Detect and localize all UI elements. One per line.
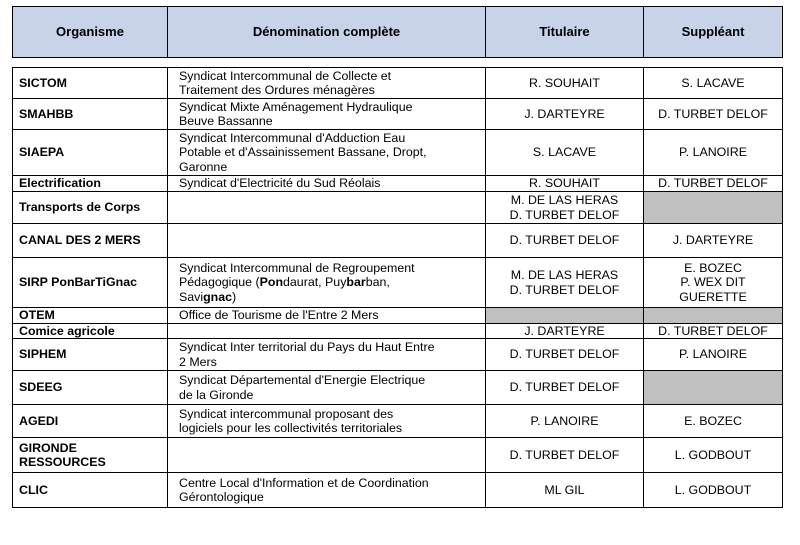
denom-line: Syndicat intercommunal proposant des bbox=[179, 406, 394, 421]
cell-titulaire: D. TURBET DELOF bbox=[486, 371, 644, 405]
denom-line: Gérontologique bbox=[179, 490, 264, 504]
cell-titulaire bbox=[486, 192, 644, 224]
denom-line: Syndicat Intercommunal de Collecte et bbox=[179, 68, 392, 83]
denom-line: logiciels pour les collectivités territoriales bbox=[179, 421, 403, 435]
denom-line: de la Gironde bbox=[179, 387, 254, 402]
cell-titulaire: J. DARTEYRE bbox=[486, 323, 644, 339]
cell-organisme: Electrification bbox=[13, 176, 168, 192]
table-row bbox=[13, 176, 783, 192]
delegates-table-wrapper bbox=[12, 6, 783, 508]
denom-line: Syndicat Mixte Aménagement Hydraulique bbox=[179, 99, 413, 114]
table-row bbox=[13, 130, 783, 176]
cell-organisme: OTEM bbox=[13, 308, 168, 324]
cell-organisme: SIAEPA bbox=[13, 130, 168, 176]
header-suppleant: Suppléant bbox=[644, 7, 783, 58]
cell-suppleant: J. DARTEYRE bbox=[644, 224, 783, 258]
cell-suppleant: D. TURBET DELOF bbox=[644, 323, 783, 339]
table-row bbox=[13, 339, 783, 371]
cell-denomination: Syndicat d'Electricité du Sud Réolais bbox=[168, 176, 486, 192]
cell-denomination bbox=[168, 258, 486, 308]
cell-organisme: SICTOM bbox=[13, 68, 168, 99]
table-row bbox=[13, 438, 783, 473]
cell-suppleant: L. GODBOUT bbox=[644, 473, 783, 508]
denom-line: Syndicat Départemental d'Energie Electrique bbox=[179, 373, 426, 387]
cell-organisme: SIPHEM bbox=[13, 339, 168, 371]
cell-suppleant: P. LANOIRE bbox=[644, 339, 783, 371]
cell-denomination bbox=[168, 323, 486, 339]
cell-suppleant-empty bbox=[644, 192, 783, 224]
denom-line: Beuve Bassanne bbox=[179, 114, 273, 128]
table-row bbox=[13, 258, 783, 308]
denom-line: Garonne bbox=[179, 159, 228, 174]
cell-titulaire: R. SOUHAIT bbox=[486, 176, 644, 192]
suppleant-line: GUERETTE bbox=[679, 289, 747, 304]
cell-denomination bbox=[168, 99, 486, 130]
denom-line: Syndicat Intercommunal d'Adduction Eau bbox=[179, 130, 406, 145]
cell-denomination bbox=[168, 68, 486, 99]
cell-organisme: SIRP PonBarTiGnac bbox=[13, 258, 168, 308]
delegates-table bbox=[12, 6, 783, 508]
table-row bbox=[13, 371, 783, 405]
denom-line: Syndicat Inter territorial du Pays du Haut Entre bbox=[179, 340, 435, 354]
org-line: GIRONDE bbox=[19, 440, 77, 455]
cell-titulaire-empty bbox=[486, 308, 644, 324]
cell-titulaire: ML GIL bbox=[486, 473, 644, 508]
cell-suppleant: D. TURBET DELOF bbox=[644, 176, 783, 192]
cell-titulaire: P. LANOIRE bbox=[486, 405, 644, 438]
table-row bbox=[13, 224, 783, 258]
suppleant-line: P. WEX DIT bbox=[680, 275, 746, 290]
table-row bbox=[13, 68, 783, 99]
cell-titulaire: R. SOUHAIT bbox=[486, 68, 644, 99]
cell-organisme bbox=[13, 438, 168, 473]
cell-organisme: SMAHBB bbox=[13, 99, 168, 130]
cell-denomination bbox=[168, 339, 486, 371]
cell-denomination bbox=[168, 473, 486, 508]
table-row bbox=[13, 323, 783, 339]
header-organisme: Organisme bbox=[13, 7, 168, 58]
table-row bbox=[13, 99, 783, 130]
cell-denomination bbox=[168, 192, 486, 224]
cell-organisme: SDEEG bbox=[13, 371, 168, 405]
cell-suppleant: L. GODBOUT bbox=[644, 438, 783, 473]
denom-line: Syndicat Intercommunal de Regroupement bbox=[179, 260, 415, 275]
cell-organisme: CLIC bbox=[13, 473, 168, 508]
cell-titulaire: D. TURBET DELOF bbox=[486, 438, 644, 473]
titulaire-line: D. TURBET DELOF bbox=[509, 207, 620, 222]
header-titulaire: Titulaire bbox=[486, 7, 644, 58]
denom-highlight: gnac bbox=[203, 289, 233, 304]
cell-suppleant-empty bbox=[644, 371, 783, 405]
cell-denomination bbox=[168, 405, 486, 438]
denom-text: ) bbox=[232, 289, 237, 304]
spacer-row bbox=[13, 58, 783, 68]
cell-titulaire: D. TURBET DELOF bbox=[486, 339, 644, 371]
cell-suppleant: P. LANOIRE bbox=[644, 130, 783, 176]
cell-organisme: CANAL DES 2 MERS bbox=[13, 224, 168, 258]
denom-line: Traitement des Ordures ménagères bbox=[179, 83, 375, 97]
cell-denomination bbox=[168, 371, 486, 405]
table-row bbox=[13, 192, 783, 224]
cell-titulaire: J. DARTEYRE bbox=[486, 99, 644, 130]
denom-text: Pédagogique ( bbox=[179, 275, 260, 290]
denom-highlight: bar bbox=[346, 275, 366, 290]
denom-line: Centre Local d'Information et de Coordination bbox=[179, 475, 429, 490]
cell-organisme: Transports de Corps bbox=[13, 192, 168, 224]
cell-organisme: Comice agricole bbox=[13, 323, 168, 339]
cell-suppleant: S. LACAVE bbox=[644, 68, 783, 99]
cell-suppleant: D. TURBET DELOF bbox=[644, 99, 783, 130]
org-line: RESSOURCES bbox=[19, 455, 106, 469]
denom-text: Savi bbox=[179, 289, 204, 304]
spacer-cell bbox=[13, 58, 783, 68]
titulaire-line: M. DE LAS HERAS bbox=[510, 268, 619, 282]
cell-denomination bbox=[168, 130, 486, 176]
cell-suppleant bbox=[644, 258, 783, 308]
suppleant-line: E. BOZEC bbox=[684, 260, 742, 275]
table-row bbox=[13, 405, 783, 438]
cell-suppleant: E. BOZEC bbox=[644, 405, 783, 438]
cell-titulaire: S. LACAVE bbox=[486, 130, 644, 176]
titulaire-line: D. TURBET DELOF bbox=[509, 282, 620, 297]
cell-organisme: AGEDI bbox=[13, 405, 168, 438]
denom-highlight: Pon bbox=[259, 275, 284, 290]
cell-denomination: Office de Tourisme de l'Entre 2 Mers bbox=[168, 308, 486, 324]
table-row bbox=[13, 473, 783, 508]
denom-text: daurat, Puy bbox=[283, 275, 347, 290]
denom-line: Potable et d'Assainissement Bassane, Dropt, bbox=[179, 145, 427, 160]
table-row bbox=[13, 308, 783, 324]
header-row bbox=[13, 7, 783, 58]
cell-titulaire: D. TURBET DELOF bbox=[486, 224, 644, 258]
titulaire-line: M. DE LAS HERAS bbox=[510, 193, 619, 207]
cell-denomination bbox=[168, 224, 486, 258]
header-denomination: Dénomination complète bbox=[168, 7, 486, 58]
cell-titulaire bbox=[486, 258, 644, 308]
cell-denomination bbox=[168, 438, 486, 473]
denom-text: ban, bbox=[365, 275, 390, 290]
cell-suppleant-empty bbox=[644, 308, 783, 324]
denom-line: 2 Mers bbox=[179, 354, 217, 369]
